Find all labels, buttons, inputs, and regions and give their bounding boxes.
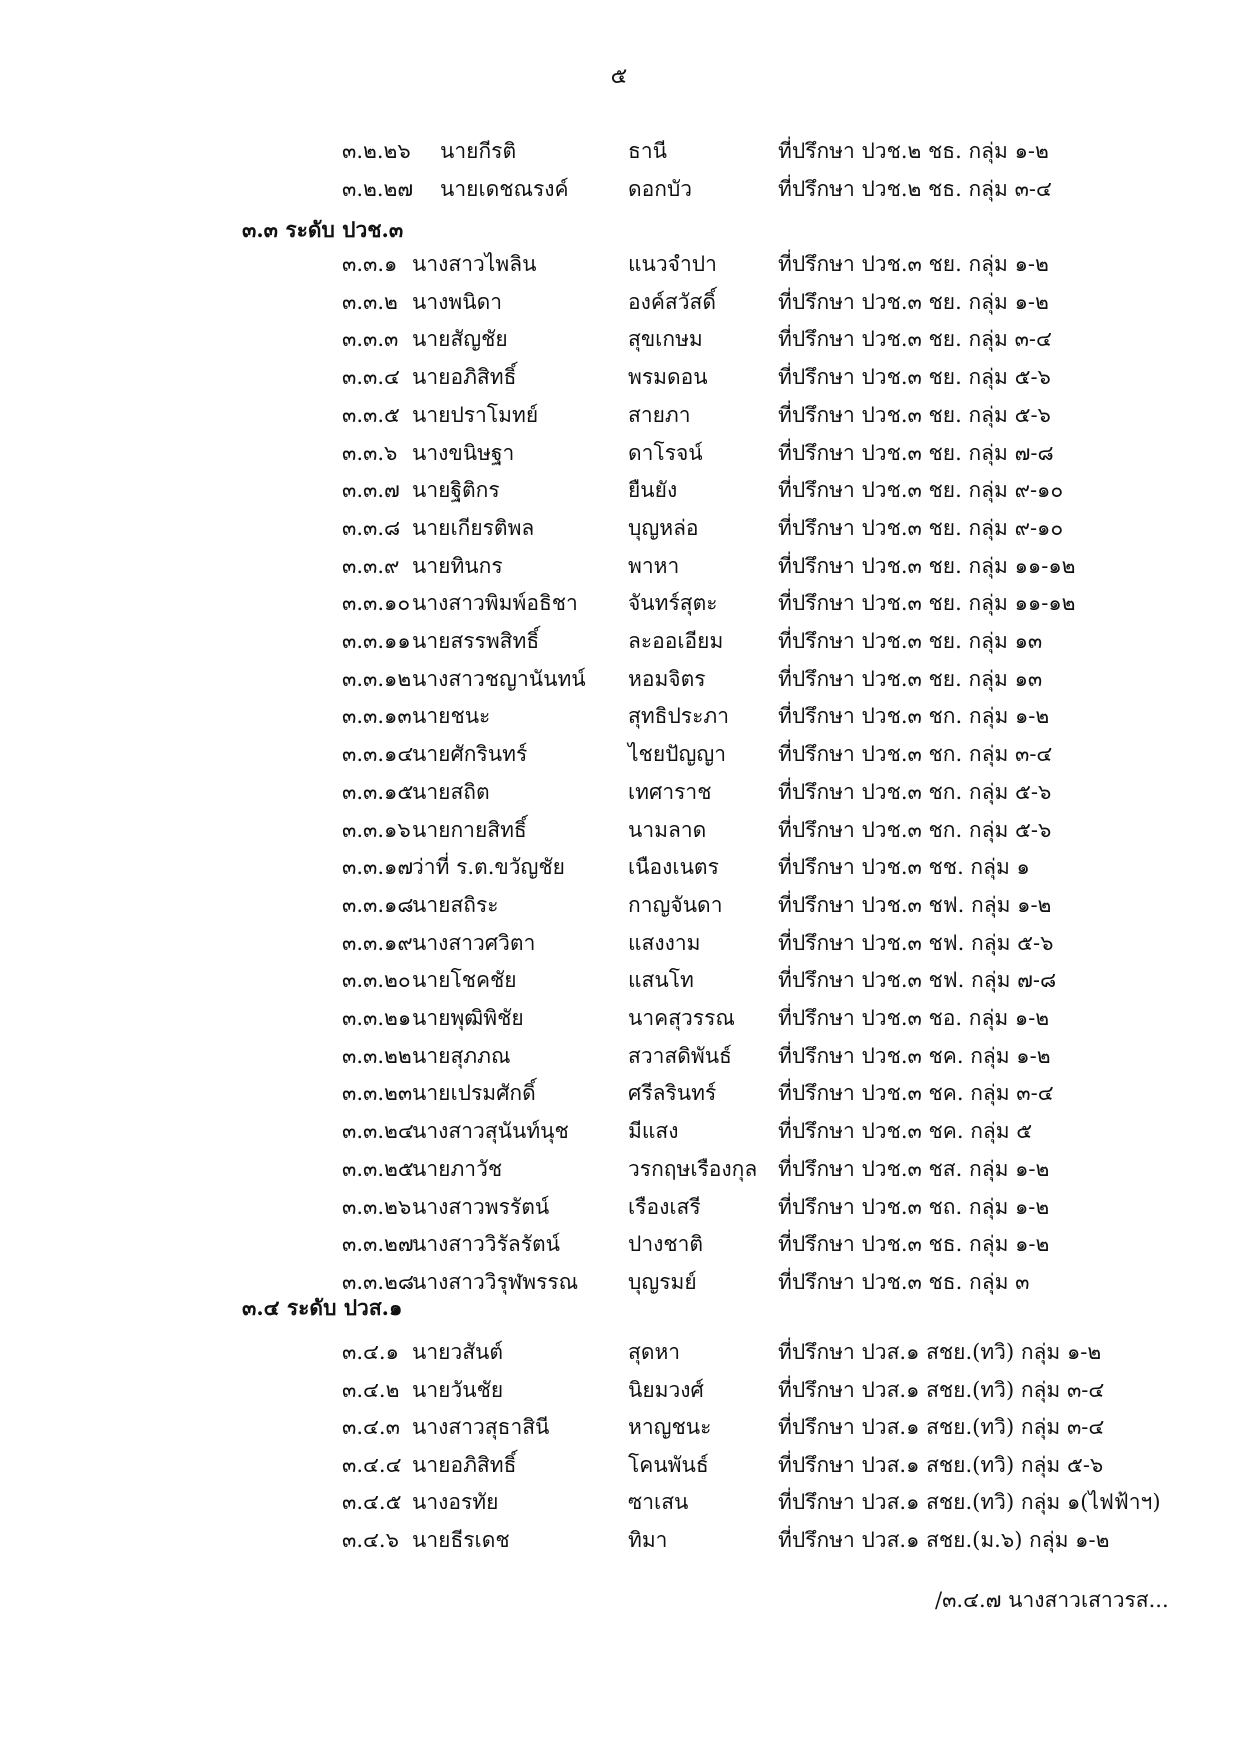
person-surname: นาคสุวรรณ: [628, 1006, 735, 1030]
item-number: ๓.๒.๒๖: [342, 139, 411, 163]
advisor-role: ที่ปรึกษา ปวช.๓ ชย. กลุ่ม ๑๑-๑๒: [778, 591, 1076, 616]
list-item: [342, 548, 1218, 584]
item-number: ๓.๓.๙: [342, 553, 400, 578]
list-item: [342, 812, 1218, 848]
person-surname: เทศาราช: [628, 779, 712, 804]
person-surname: บุญหล่อ: [628, 515, 699, 540]
list-item: [342, 962, 1218, 998]
item-number: ๓.๓.๒๑: [342, 1006, 412, 1030]
person-surname: ละออเอียม: [628, 629, 724, 653]
person-surname: ดาโรจน์: [628, 440, 703, 465]
person-name: นายฐิติกร: [412, 478, 500, 503]
person-surname: วรกฤษเรืองกุล: [628, 1156, 758, 1181]
list-item: [342, 472, 1218, 508]
list-item: [342, 397, 1218, 433]
list-item: [342, 1447, 1218, 1483]
person-name: นางอรทัย: [412, 1490, 499, 1515]
person-surname: สุทธิประภา: [628, 704, 730, 729]
person-surname: พรมดอน: [628, 365, 708, 390]
person-name: นางสาวชญานันทน์: [412, 666, 586, 691]
item-number: ๓.๓.๒๗: [342, 1232, 414, 1257]
person-name: นายภาวัช: [412, 1156, 503, 1181]
advisor-role: ที่ปรึกษา ปวช.๓ ชย. กลุ่ม ๙-๑๐: [778, 478, 1064, 503]
page-number: ๕: [610, 64, 628, 89]
person-surname: โคนพันธ์: [628, 1452, 709, 1477]
advisor-role: ที่ปรึกษา ปวช.๓ ชก. กลุ่ม ๕-๖: [778, 817, 1052, 842]
person-name: นายศักรินทร์: [412, 742, 528, 767]
person-name: ว่าที่ ร.ต.ขวัญชัย: [412, 855, 565, 880]
person-name: นายพุฒิพิชัย: [412, 1006, 524, 1030]
advisor-role: ที่ปรึกษา ปวช.๓ ชย. กลุ่ม ๑-๒: [778, 252, 1049, 276]
list-item: [342, 585, 1218, 621]
person-surname: แนวจำปา: [628, 252, 717, 276]
person-name: นายอภิสิทธิ์: [412, 365, 517, 390]
item-number: ๓.๓.๔: [342, 365, 400, 390]
person-surname: ปางชาติ: [628, 1232, 704, 1257]
advisor-role: ที่ปรึกษา ปวช.๓ ชก. กลุ่ม ๓-๔: [778, 742, 1053, 767]
person-surname: มีแสง: [628, 1119, 679, 1144]
person-name: นางสาวพรรัตน์: [412, 1194, 550, 1219]
advisor-role: ที่ปรึกษา ปวช.๓ ชฟ. กลุ่ม ๗-๘: [778, 968, 1057, 993]
list-item: [342, 1522, 1218, 1558]
advisor-role: ที่ปรึกษา ปวช.๓ ชธ. กลุ่ม ๑-๒: [778, 1232, 1050, 1257]
person-surname: หอมจิตร: [628, 666, 706, 691]
item-number: ๓.๔.๔: [342, 1452, 402, 1477]
list-item: [342, 887, 1218, 923]
person-name: นายเกียรติพล: [412, 515, 535, 540]
advisor-role: ที่ปรึกษา ปวส.๑ สชย.(ทวิ) กลุ่ม ๓-๔: [778, 1377, 1105, 1402]
person-name: นายสุภภณ: [412, 1043, 511, 1068]
list-item: [342, 698, 1218, 734]
item-number: ๓.๓.๑๘: [342, 892, 414, 917]
item-number: ๓.๔.๓: [342, 1415, 400, 1440]
advisor-role: ที่ปรึกษา ปวช.๓ ชก. กลุ่ม ๕-๖: [778, 779, 1052, 804]
list-item: [342, 133, 1218, 169]
item-number: ๓.๓.๑๒: [342, 666, 412, 691]
item-number: ๓.๔.๑: [342, 1340, 399, 1364]
list-item: [342, 1189, 1218, 1225]
person-surname: แสนโท: [628, 968, 694, 993]
list-item: [342, 661, 1218, 697]
person-name: นายปราโมทย์: [412, 402, 539, 427]
item-number: ๓.๓.๒๔: [342, 1119, 414, 1144]
advisor-role: ที่ปรึกษา ปวช.๒ ชธ. กลุ่ม ๑-๒: [778, 139, 1049, 163]
advisor-role: ที่ปรึกษา ปวช.๓ ชย. กลุ่ม ๑๓: [778, 666, 1043, 691]
person-surname: เรืองเสรี: [628, 1194, 701, 1219]
person-name: นางพนิดา: [412, 289, 503, 314]
item-number: ๓.๓.๒๐: [342, 968, 411, 993]
person-name: นายวันชัย: [412, 1377, 504, 1402]
list-item: [342, 284, 1218, 320]
person-surname: นิยมวงศ์: [628, 1377, 704, 1402]
advisor-role: ที่ปรึกษา ปวช.๓ ชธ. กลุ่ม ๓: [778, 1269, 1030, 1294]
item-number: ๓.๓.๑๐: [342, 591, 411, 616]
list-item: [342, 1151, 1218, 1187]
continuation-note: /๓.๔.๗ นางสาวเสาวรส...: [935, 1588, 1169, 1612]
item-number: ๓.๓.๑๗: [342, 855, 414, 880]
person-name: นายกายสิทธิ์: [412, 817, 527, 842]
person-name: นางขนิษฐา: [412, 440, 515, 465]
item-number: ๓.๔.๒: [342, 1377, 400, 1402]
person-name: นายชนะ: [412, 704, 491, 729]
person-surname: นามลาด: [628, 817, 707, 842]
advisor-role: ที่ปรึกษา ปวช.๓ ชย. กลุ่ม ๑๑-๑๒: [778, 553, 1076, 578]
person-surname: ซาเสน: [628, 1490, 689, 1515]
list-item: [342, 1264, 1218, 1300]
person-surname: แสงงาม: [628, 930, 701, 955]
list-item: [342, 1000, 1218, 1036]
person-surname: ธานี: [628, 139, 667, 163]
item-number: ๓.๓.๒๘: [342, 1269, 415, 1294]
item-number: ๓.๔.๖: [342, 1528, 399, 1552]
item-number: ๓.๔.๕: [342, 1490, 402, 1515]
person-surname: หาญชนะ: [628, 1415, 712, 1440]
item-number: ๓.๓.๓: [342, 327, 399, 352]
advisor-role: ที่ปรึกษา ปวช.๓ ชย. กลุ่ม ๑๓: [778, 629, 1043, 653]
item-number: ๓.๓.๑๓: [342, 704, 412, 729]
person-name: นายสรรพสิทธิ์: [412, 629, 540, 653]
person-name: นายโชคชัย: [412, 968, 517, 993]
list-item: [342, 321, 1218, 357]
item-number: ๓.๓.๖: [342, 440, 398, 465]
person-name: นายกีรติ: [440, 139, 517, 163]
advisor-role: ที่ปรึกษา ปวช.๓ ชย. กลุ่ม ๗-๘: [778, 440, 1054, 465]
advisor-role: ที่ปรึกษา ปวส.๑ สชย.(ทวิ) กลุ่ม ๕-๖: [778, 1452, 1104, 1477]
item-number: ๓.๓.๗: [342, 478, 400, 503]
person-surname: เนืองเนตร: [628, 855, 719, 880]
person-name: นางสาววิรัลรัตน์: [412, 1232, 561, 1257]
list-item: [342, 849, 1218, 885]
item-number: ๓.๓.๒๒: [342, 1043, 412, 1068]
item-number: ๓.๓.๑๑: [342, 629, 411, 653]
item-number: ๓.๒.๒๗: [342, 176, 414, 201]
list-item: [342, 1226, 1218, 1262]
advisor-role: ที่ปรึกษา ปวช.๓ ชย. กลุ่ม ๓-๔: [778, 327, 1052, 352]
advisor-role: ที่ปรึกษา ปวช.๓ ชฟ. กลุ่ม ๕-๖: [778, 930, 1054, 955]
person-name: นายวสันต์: [412, 1340, 504, 1364]
item-number: ๓.๓.๘: [342, 515, 401, 540]
list-item: [342, 925, 1218, 961]
item-number: ๓.๓.๕: [342, 402, 400, 427]
person-name: นายสัญชัย: [412, 327, 508, 352]
list-item: [342, 246, 1218, 282]
advisor-role: ที่ปรึกษา ปวส.๑ สชย.(ทวิ) กลุ่ม ๑(ไฟฟ้าฯ): [778, 1490, 1161, 1515]
item-number: ๓.๓.๒๓: [342, 1081, 413, 1106]
list-item: [342, 774, 1218, 810]
person-surname: สายภา: [628, 402, 691, 427]
list-item: [342, 1075, 1218, 1111]
person-name: นายเดชณรงค์: [440, 176, 569, 201]
section-heading-3-4: ๓.๔ ระดับ ปวส.๑: [242, 1295, 403, 1320]
section-heading-3-3: ๓.๓ ระดับ ปวช.๓: [242, 217, 404, 242]
person-name: นายธีรเดช: [412, 1528, 510, 1552]
person-name: นายเปรมศักดิ์: [412, 1081, 536, 1106]
advisor-role: ที่ปรึกษา ปวช.๓ ชช. กลุ่ม ๑: [778, 855, 1030, 880]
advisor-role: ที่ปรึกษา ปวส.๑ สชย.(ทวิ) กลุ่ม ๓-๔: [778, 1415, 1105, 1440]
person-name: นายทินกร: [412, 553, 503, 578]
person-name: นางสาวไพลิน: [412, 252, 537, 276]
person-surname: สวาสดิพันธ์: [628, 1043, 732, 1068]
item-number: ๓.๓.๑๖: [342, 817, 411, 842]
list-item: [342, 359, 1218, 395]
person-surname: ดอกบัว: [628, 176, 693, 201]
list-item: [342, 1038, 1218, 1074]
list-item: [342, 435, 1218, 471]
person-surname: องค์สวัสดิ์: [628, 289, 716, 314]
person-name: นางสาวสุธาสินี: [412, 1415, 550, 1440]
list-item: [342, 1409, 1218, 1445]
advisor-role: ที่ปรึกษา ปวช.๓ ชย. กลุ่ม ๑-๒: [778, 289, 1049, 314]
advisor-role: ที่ปรึกษา ปวช.๓ ชก. กลุ่ม ๑-๒: [778, 704, 1050, 729]
list-item: [342, 1484, 1218, 1520]
person-name: นางสาวศวิตา: [412, 930, 536, 955]
item-number: ๓.๓.๑๙: [342, 930, 413, 955]
advisor-role: ที่ปรึกษา ปวส.๑ สชย.(ทวิ) กลุ่ม ๑-๒: [778, 1340, 1102, 1364]
person-surname: สุดหา: [628, 1340, 681, 1364]
list-item: [342, 736, 1218, 772]
item-number: ๓.๓.๑๕: [342, 779, 414, 804]
item-number: ๓.๓.๒: [342, 289, 398, 314]
person-surname: ยืนยัง: [628, 478, 678, 503]
advisor-role: ที่ปรึกษา ปวช.๓ ชย. กลุ่ม ๕-๖: [778, 402, 1051, 427]
list-item: [342, 1334, 1218, 1370]
advisor-role: ที่ปรึกษา ปวช.๓ ชย. กลุ่ม ๙-๑๐: [778, 515, 1064, 540]
person-surname: พาหา: [628, 553, 680, 578]
person-surname: สุขเกษม: [628, 327, 703, 352]
advisor-role: ที่ปรึกษา ปวช.๓ ชอ. กลุ่ม ๑-๒: [778, 1006, 1050, 1030]
person-surname: ไชยปัญญา: [628, 742, 727, 767]
person-surname: กาญจันดา: [628, 892, 723, 917]
list-item: [342, 1372, 1218, 1408]
advisor-role: ที่ปรึกษา ปวช.๓ ชถ. กลุ่ม ๑-๒: [778, 1194, 1050, 1219]
item-number: ๓.๓.๑: [342, 252, 398, 276]
person-name: นายสถิระ: [412, 892, 499, 917]
person-name: นายอภิสิทธิ์: [412, 1452, 517, 1477]
person-name: นางสาวสุนันท์นุช: [412, 1119, 569, 1144]
item-number: ๓.๓.๒๕: [342, 1156, 414, 1181]
list-item: [342, 623, 1218, 659]
item-number: ๓.๓.๑๔: [342, 742, 414, 767]
person-surname: ศรีลรินทร์: [628, 1081, 717, 1106]
advisor-role: ที่ปรึกษา ปวส.๑ สชย.(ม.๖) กลุ่ม ๑-๒: [778, 1528, 1110, 1552]
list-item: [342, 171, 1218, 207]
person-name: นางสาวพิมพ์อธิชา: [412, 591, 578, 616]
advisor-role: ที่ปรึกษา ปวช.๓ ชส. กลุ่ม ๑-๒: [778, 1156, 1050, 1181]
advisor-role: ที่ปรึกษา ปวช.๓ ชค. กลุ่ม ๑-๒: [778, 1043, 1051, 1068]
person-surname: บุญรมย์: [628, 1269, 697, 1294]
person-name: นายสถิต: [412, 779, 490, 804]
item-number: ๓.๓.๒๖: [342, 1194, 412, 1219]
list-item: [342, 510, 1218, 546]
person-name: นางสาววิรุฬพรรณ: [412, 1269, 579, 1294]
advisor-role: ที่ปรึกษา ปวช.๓ ชฟ. กลุ่ม ๑-๒: [778, 892, 1052, 917]
person-surname: จันทร์สุตะ: [628, 591, 718, 616]
advisor-role: ที่ปรึกษา ปวช.๒ ชธ. กลุ่ม ๓-๔: [778, 176, 1052, 201]
advisor-role: ที่ปรึกษา ปวช.๓ ชย. กลุ่ม ๕-๖: [778, 365, 1051, 390]
advisor-role: ที่ปรึกษา ปวช.๓ ชค. กลุ่ม ๓-๔: [778, 1081, 1054, 1106]
list-item: [342, 1113, 1218, 1149]
person-surname: ทิมา: [628, 1528, 668, 1552]
advisor-role: ที่ปรึกษา ปวช.๓ ชค. กลุ่ม ๕: [778, 1119, 1033, 1144]
